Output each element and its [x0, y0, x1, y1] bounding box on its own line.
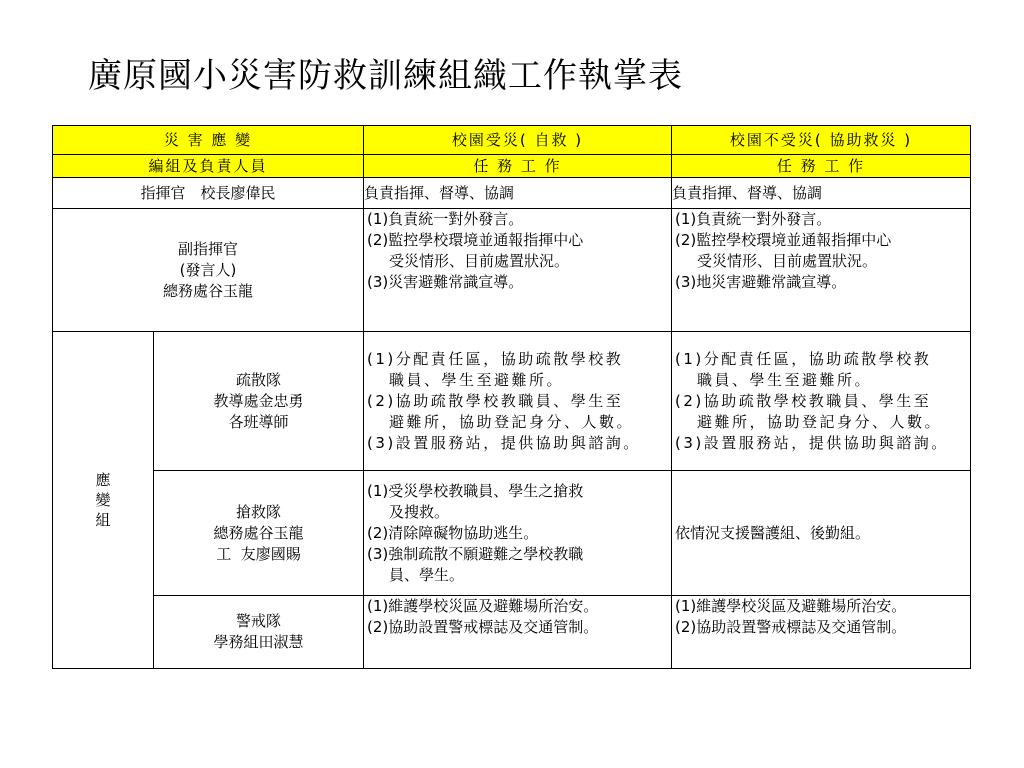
team-line: 學務組田淑慧	[213, 633, 304, 651]
duty-line: (1)受災學校教職員、學生之搶救	[367, 481, 584, 500]
team-line: 警戒隊	[235, 612, 281, 630]
duty-line: (2)監控學校環境並通報指揮中心	[675, 231, 892, 249]
duty-line: (2)清除障礙物協助逃生。	[367, 523, 539, 542]
duty-line: (1)維護學校災區及避難場所治安。	[675, 597, 907, 615]
evacuation-affected-cell	[364, 332, 672, 471]
deputy-role-line: 總務處谷玉龍	[162, 281, 253, 300]
commander-row	[53, 178, 971, 209]
evacuation-team-cell	[154, 332, 364, 471]
commander-affected-cell: 負責指揮、督導、協調	[364, 178, 672, 209]
team-line: 搶救隊	[235, 502, 281, 521]
duty-line: 員、學生。	[389, 565, 465, 584]
duty-line: 職員、學生至避難所。	[697, 370, 873, 389]
duty-line: 避難所，協助登記身分、人數。	[389, 412, 635, 431]
duty-table	[52, 125, 971, 669]
header-cell-unaffected-tasks: 任 務 工 作	[672, 155, 971, 178]
team-line: 總務處谷玉龍	[213, 523, 304, 542]
deputy-role-line: 副指揮官	[177, 239, 238, 258]
duty-line: (1)維護學校災區及避難場所治安。	[367, 597, 599, 615]
header-row-1	[53, 126, 971, 155]
duty-line: (3)強制疏散不願避難之學校教職	[367, 544, 584, 563]
page-title: 廣原國小災害防救訓練組織工作執掌表	[88, 56, 683, 96]
duty-line: (2)協助設置警戒標誌及交通管制。	[367, 618, 599, 636]
duty-line: (2)協助設置警戒標誌及交通管制。	[675, 618, 907, 636]
duty-line: (3)地災害避難常識宣導。	[675, 273, 847, 291]
duty-line: (2)協助疏散學校教職員、學生至	[367, 391, 624, 410]
duty-line: (1)負責統一對外發言。	[675, 210, 832, 228]
duty-line: (2)協助疏散學校教職員、學生至	[675, 391, 932, 410]
header-row-2	[53, 155, 971, 178]
duty-line: (3)設置服務站，提供協助與諮詢。	[675, 433, 949, 452]
evacuation-unaffected-cell	[672, 332, 971, 471]
guard-unaffected-cell	[672, 596, 971, 669]
team-line: 疏散隊	[235, 370, 281, 389]
team-line: 工 友廖國賜	[216, 544, 301, 563]
duty-line: (3)災害避難常識宣導。	[367, 273, 524, 291]
deputy-row	[53, 209, 971, 332]
deputy-role-cell	[53, 209, 364, 332]
duty-line: (3)設置服務站，提供協助與諮詢。	[367, 433, 641, 452]
duty-line: 受災情形、目前處置狀況。	[389, 252, 570, 270]
rescue-row	[53, 471, 971, 596]
response-group-char: 組	[95, 511, 111, 529]
duty-line: 職員、學生至避難所。	[389, 370, 565, 389]
duty-line: (1)負責統一對外發言。	[367, 210, 524, 228]
duty-line: 及搜救。	[389, 502, 450, 521]
guard-row	[53, 596, 971, 669]
commander-unaffected-cell: 負責指揮、督導、協調	[672, 178, 971, 209]
deputy-unaffected-cell	[672, 209, 971, 332]
deputy-affected-cell	[364, 209, 672, 332]
rescue-affected-cell	[364, 471, 672, 596]
team-line: 各班導師	[228, 412, 289, 431]
rescue-team-cell	[154, 471, 364, 596]
duty-line: 避難所，協助登記身分、人數。	[697, 412, 943, 431]
header-cell-unaffected: 校園不受災( 協助救災 )	[672, 126, 971, 155]
team-line: 教導處金忠勇	[213, 391, 304, 410]
header-cell-group: 災 害 應 變	[53, 126, 364, 155]
header-cell-affected-tasks: 任 務 工 作	[364, 155, 672, 178]
header-cell-personnel: 編組及負責人員	[53, 155, 364, 178]
response-group-label	[53, 332, 154, 669]
guard-affected-cell	[364, 596, 672, 669]
guard-team-cell	[154, 596, 364, 669]
evacuation-row	[53, 332, 971, 471]
duty-line: (1)分配責任區，協助疏散學校教	[675, 349, 932, 368]
duty-line: 依情況支援醫護組、後勤組。	[675, 523, 871, 542]
response-group-char: 變	[95, 491, 111, 509]
commander-role-cell: 指揮官 校長廖偉民	[53, 178, 364, 209]
rescue-unaffected-cell	[672, 471, 971, 596]
response-group-char: 應	[95, 471, 111, 489]
duty-line: (1)分配責任區，協助疏散學校教	[367, 349, 624, 368]
duty-line: (2)監控學校環境並通報指揮中心	[367, 231, 584, 249]
header-cell-affected: 校園受災( 自救 )	[364, 126, 672, 155]
deputy-role-line: (發言人)	[179, 260, 237, 279]
duty-line: 受災情形、目前處置狀況。	[697, 252, 878, 270]
